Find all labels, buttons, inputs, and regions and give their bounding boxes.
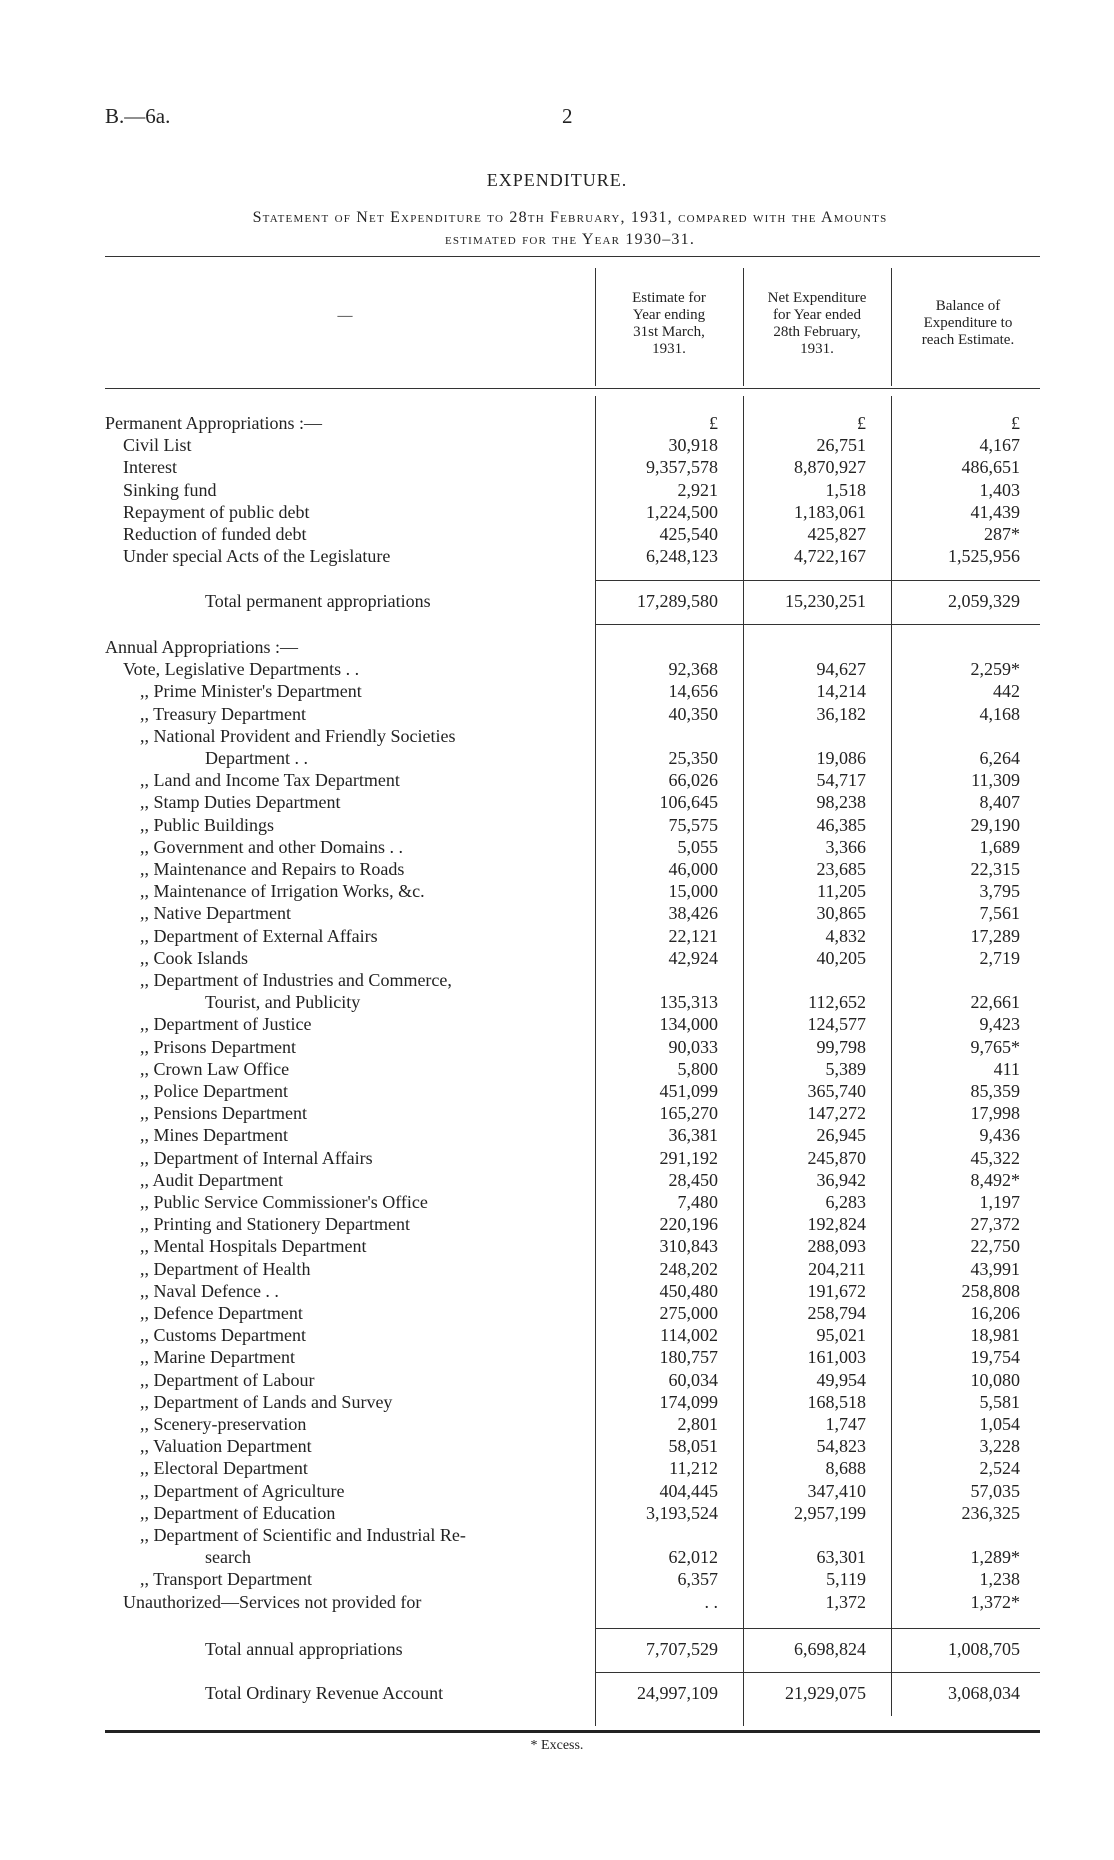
estimate-value: 451,099 <box>659 1081 718 1101</box>
balance-value: 9,765* <box>970 1036 1020 1057</box>
table-row <box>0 1213 1114 1235</box>
table-row <box>0 1502 1114 1524</box>
row-label: ,, Public Service Commissioner's Office <box>140 1192 428 1212</box>
net-expenditure-value: 147,272 <box>807 1103 866 1124</box>
balance-value: 2,259* <box>970 659 1020 680</box>
balance-value: 2,719 <box>979 947 1020 968</box>
table-row <box>0 1346 1114 1368</box>
balance-value: 10,080 <box>970 1369 1020 1390</box>
balance-value: 3,068,034 <box>948 1683 1020 1703</box>
row-label: ,, Department of Health <box>140 1258 311 1279</box>
estimate-value: 1,224,500 <box>646 501 718 522</box>
estimate-value: 90,033 <box>668 1036 718 1057</box>
net-expenditure-value: 54,823 <box>816 1436 866 1457</box>
table-top-rule <box>105 256 1040 257</box>
estimate-value: 165,270 <box>659 1103 718 1124</box>
net-expenditure-value: 36,942 <box>816 1169 866 1190</box>
table-row <box>0 814 1114 836</box>
table-row <box>0 412 1114 434</box>
table-row <box>0 725 1114 747</box>
table-row <box>0 1058 1114 1080</box>
row-label: Sinking fund <box>123 479 217 500</box>
subtitle-line-1: Statement of Net Expenditure to 28th February, 1931, compared with the Amounts <box>252 209 888 226</box>
balance-value: 9,436 <box>979 1125 1020 1146</box>
balance-value: 1,525,956 <box>948 546 1020 567</box>
net-expenditure-value: 2,957,199 <box>794 1502 866 1523</box>
net-expenditure-value: 94,627 <box>816 659 866 680</box>
row-label: ,, Government and other Domains . . <box>140 836 403 857</box>
row-label: ,, Department of Justice <box>140 1014 312 1035</box>
estimate-value: 5,800 <box>677 1058 718 1079</box>
table-row <box>0 680 1114 702</box>
balance-value: 9,423 <box>979 1014 1020 1035</box>
table-row <box>0 1568 1114 1590</box>
table-row <box>0 456 1114 478</box>
row-label: Civil List <box>123 435 192 456</box>
subtotal-rule <box>595 1672 1040 1673</box>
row-label: Department . . <box>205 748 308 768</box>
estimate-value: 7,480 <box>677 1192 718 1212</box>
table-row <box>0 902 1114 924</box>
header-line: Net Expenditure <box>767 290 867 306</box>
row-label: ,, Stamp Duties Department <box>140 792 341 813</box>
column-header-label: — <box>337 308 353 324</box>
balance-value: 1,008,705 <box>948 1639 1020 1659</box>
row-label: search <box>205 1547 251 1568</box>
subtotal-rule <box>595 624 1040 625</box>
balance-value: 29,190 <box>970 814 1020 835</box>
estimate-value: 14,656 <box>668 681 718 702</box>
estimate-value: 275,000 <box>659 1303 718 1323</box>
table-row <box>0 1682 1114 1704</box>
net-expenditure-value: 95,021 <box>816 1325 866 1346</box>
row-label: ,, Native Department <box>140 903 291 924</box>
net-expenditure-value: 124,577 <box>807 1014 866 1035</box>
row-label: Repayment of public debt <box>123 501 310 522</box>
balance-value: 16,206 <box>970 1303 1020 1323</box>
row-label: ,, Mental Hospitals Department <box>140 1236 367 1257</box>
row-label: ,, Printing and Stationery Department <box>140 1214 410 1235</box>
statement-subtitle <box>100 207 1040 251</box>
column-divider <box>891 268 892 386</box>
estimate-value: 5,055 <box>677 836 718 857</box>
estimate-value: 24,997,109 <box>637 1683 718 1703</box>
net-expenditure-value: 168,518 <box>807 1391 866 1412</box>
balance-value: 19,754 <box>970 1347 1020 1368</box>
estimate-value: 3,193,524 <box>646 1502 718 1523</box>
balance-value: 8,407 <box>979 792 1020 813</box>
table-row <box>0 703 1114 725</box>
estimate-value: 25,350 <box>668 748 718 768</box>
row-label: ,, Department of Internal Affairs <box>140 1147 373 1168</box>
subtotal-rule <box>595 1628 1040 1629</box>
row-label: Tourist, and Publicity <box>205 992 361 1013</box>
column-header-estimate <box>598 290 740 358</box>
row-label: Unauthorized—Services not provided for <box>123 1591 422 1612</box>
estimate-value: 58,051 <box>668 1436 718 1457</box>
balance-value: 22,315 <box>970 859 1020 879</box>
net-expenditure-value: 4,832 <box>825 925 866 946</box>
estimate-value: 30,918 <box>668 435 718 456</box>
row-label: ,, Department of Labour <box>140 1369 315 1390</box>
row-label: Total permanent appropriations <box>205 591 431 611</box>
net-expenditure-value: 40,205 <box>816 947 866 968</box>
estimate-value: 36,381 <box>668 1125 718 1146</box>
estimate-value: 291,192 <box>659 1147 718 1168</box>
table-row <box>0 925 1114 947</box>
estimate-value: 22,121 <box>668 925 718 946</box>
balance-value: 1,054 <box>979 1414 1020 1434</box>
estimate-value: 38,426 <box>668 903 718 924</box>
balance-value: 57,035 <box>970 1480 1020 1501</box>
table-row <box>0 1524 1114 1546</box>
page-number: 2 <box>562 104 573 128</box>
header-line: 1931. <box>652 341 686 357</box>
row-label: Under special Acts of the Legislature <box>123 546 391 567</box>
row-label: ,, Prime Minister's Department <box>140 681 362 702</box>
table-row <box>0 1302 1114 1324</box>
net-expenditure-value: 191,672 <box>807 1280 866 1301</box>
table-row <box>0 523 1114 545</box>
table-row <box>0 791 1114 813</box>
table-row <box>0 1036 1114 1058</box>
row-label: ,, Department of External Affairs <box>140 925 378 946</box>
estimate-value: 6,248,123 <box>646 546 718 567</box>
subtitle-line-2: estimated for the Year 1930–31. <box>444 231 696 248</box>
net-expenditure-value: 8,688 <box>825 1458 866 1479</box>
net-expenditure-value: 365,740 <box>807 1081 866 1101</box>
header-line: Balance of <box>935 298 1001 314</box>
table-row <box>0 1124 1114 1146</box>
net-expenditure-value: 5,119 <box>826 1569 866 1590</box>
estimate-value: 106,645 <box>659 792 718 813</box>
net-expenditure-value: 1,372 <box>825 1591 866 1612</box>
table-row <box>0 501 1114 523</box>
estimate-value: 180,757 <box>659 1347 718 1368</box>
table-row <box>0 1147 1114 1169</box>
footnote: * Excess. <box>530 1738 584 1753</box>
row-label: ,, Department of Education <box>140 1502 336 1523</box>
estimate-value: 2,801 <box>677 1414 718 1434</box>
row-label: Reduction of funded debt <box>123 524 307 544</box>
balance-value: 2,524 <box>979 1458 1020 1479</box>
table-row <box>0 1638 1114 1660</box>
header-line: Estimate for <box>632 290 706 306</box>
balance-value: 4,168 <box>979 703 1020 724</box>
net-expenditure-value: 425,827 <box>807 524 866 544</box>
net-expenditure-value: 26,751 <box>816 435 866 456</box>
row-label: ,, Maintenance and Repairs to Roads <box>140 859 405 879</box>
net-expenditure-value: 26,945 <box>816 1125 866 1146</box>
row-label: ,, Maintenance of Irrigation Works, &c. <box>140 881 425 902</box>
table-row <box>0 1591 1114 1613</box>
header-line: 1931. <box>800 341 834 357</box>
balance-value: 22,661 <box>970 992 1020 1013</box>
table-row <box>0 1191 1114 1213</box>
net-expenditure-value: 15,230,251 <box>785 591 866 611</box>
estimate-value: 174,099 <box>659 1391 718 1412</box>
table-row <box>0 947 1114 969</box>
balance-value: 411 <box>993 1058 1020 1079</box>
row-label: ,, Department of Lands and Survey <box>140 1391 393 1412</box>
row-label: ,, Defence Department <box>140 1303 303 1323</box>
table-row <box>0 1324 1114 1346</box>
row-label: ,, Police Department <box>140 1081 288 1101</box>
column-divider <box>743 268 744 386</box>
net-expenditure-value: 8,870,927 <box>794 457 866 478</box>
page-title: EXPENDITURE. <box>486 170 628 190</box>
estimate-value: 220,196 <box>659 1214 718 1235</box>
balance-value: 236,325 <box>961 1502 1020 1523</box>
row-label: ,, Treasury Department <box>140 703 306 724</box>
header-line: Year ending <box>632 307 706 323</box>
row-label: Total Ordinary Revenue Account <box>205 1683 444 1703</box>
balance-value: 1,689 <box>979 836 1020 857</box>
row-label: ,, Transport Department <box>140 1569 312 1590</box>
estimate-value: 248,202 <box>659 1258 718 1279</box>
net-expenditure-value: 6,283 <box>825 1192 866 1212</box>
net-expenditure-value: 23,685 <box>816 859 866 879</box>
net-expenditure-value: 63,301 <box>816 1547 866 1568</box>
balance-value: 1,197 <box>979 1192 1020 1212</box>
table-row <box>0 1413 1114 1435</box>
estimate-value: 17,289,580 <box>637 591 718 611</box>
table-row <box>0 1235 1114 1257</box>
balance-value: £ <box>1011 413 1020 433</box>
column-header-balance <box>894 298 1042 349</box>
balance-value: 1,372* <box>970 1591 1020 1612</box>
header-line: 31st March, <box>633 324 705 340</box>
table-row <box>0 545 1114 567</box>
row-label: ,, National Provident and Friendly Societies <box>140 725 456 746</box>
table-row <box>0 880 1114 902</box>
row-label: ,, Customs Department <box>140 1325 306 1346</box>
net-expenditure-value: 14,214 <box>816 681 866 702</box>
estimate-value: 114,002 <box>660 1325 718 1346</box>
estimate-value: 46,000 <box>668 859 718 879</box>
row-label: ,, Pensions Department <box>140 1103 307 1124</box>
header-line: 28th February, <box>773 324 861 340</box>
balance-value: 442 <box>993 681 1020 702</box>
table-row <box>0 836 1114 858</box>
balance-value: 3,795 <box>979 881 1020 902</box>
row-label: ,, Public Buildings <box>140 814 275 835</box>
estimate-value: 66,026 <box>668 770 718 791</box>
net-expenditure-value: 30,865 <box>816 903 866 924</box>
estimate-value: 425,540 <box>659 524 718 544</box>
balance-value: 8,492* <box>970 1169 1020 1190</box>
row-label: ,, Valuation Department <box>140 1436 312 1457</box>
table-row <box>0 1080 1114 1102</box>
estimate-value: 6,357 <box>677 1569 718 1590</box>
net-expenditure-value: 36,182 <box>816 703 866 724</box>
table-row <box>0 1391 1114 1413</box>
table-row <box>0 1013 1114 1035</box>
header-bottom-rule <box>105 388 1040 389</box>
balance-value: 287* <box>984 524 1020 544</box>
table-row <box>0 1457 1114 1479</box>
estimate-value: 11,212 <box>669 1458 718 1479</box>
row-label: ,, Department of Agriculture <box>140 1480 345 1501</box>
column-header-net-expenditure <box>746 290 888 358</box>
row-label: Vote, Legislative Departments . . <box>123 659 360 680</box>
table-row <box>0 858 1114 880</box>
estimate-value: 15,000 <box>668 881 718 902</box>
table-row <box>0 479 1114 501</box>
row-label: ,, Naval Defence . . <box>140 1280 279 1301</box>
balance-value: 1,238 <box>979 1569 1020 1590</box>
estimate-value: 92,368 <box>668 659 718 680</box>
estimate-value: 75,575 <box>668 814 718 835</box>
subtotal-rule <box>595 580 1040 581</box>
estimate-value: £ <box>709 413 718 433</box>
table-row <box>0 1258 1114 1280</box>
header-line: Expenditure to <box>923 315 1013 331</box>
balance-value: 45,322 <box>970 1147 1020 1168</box>
estimate-value: 42,924 <box>668 947 718 968</box>
balance-value: 22,750 <box>970 1236 1020 1257</box>
estimate-value: 7,707,529 <box>646 1639 718 1659</box>
header-line: reach Estimate. <box>921 332 1015 348</box>
balance-value: 41,439 <box>970 501 1020 522</box>
net-expenditure-value: 21,929,075 <box>785 1683 866 1703</box>
balance-value: 17,998 <box>970 1103 1020 1124</box>
estimate-value: 404,445 <box>659 1480 718 1501</box>
balance-value: 4,167 <box>979 435 1020 456</box>
estimate-value: 310,843 <box>659 1236 718 1257</box>
net-expenditure-value: 204,211 <box>808 1258 866 1279</box>
balance-value: 1,289* <box>970 1547 1020 1568</box>
row-label: Permanent Appropriations :— <box>105 413 322 433</box>
estimate-value: 28,450 <box>668 1169 718 1190</box>
balance-value: 27,372 <box>970 1214 1020 1235</box>
table-row <box>0 636 1114 658</box>
row-label: ,, Audit Department <box>140 1169 283 1190</box>
balance-value: 1,403 <box>979 479 1020 500</box>
net-expenditure-value: 192,824 <box>807 1214 866 1235</box>
net-expenditure-value: 347,410 <box>807 1480 866 1501</box>
estimate-value: 450,480 <box>659 1280 718 1301</box>
row-label: Annual Appropriations :— <box>105 637 298 657</box>
balance-value: 43,991 <box>970 1258 1020 1279</box>
estimate-value: 60,034 <box>668 1369 718 1390</box>
net-expenditure-value: 98,238 <box>816 792 866 813</box>
row-label: ,, Cook Islands <box>140 947 248 968</box>
column-divider <box>595 268 596 386</box>
table-row <box>0 769 1114 791</box>
balance-value: 17,289 <box>970 925 1020 946</box>
table-row <box>0 658 1114 680</box>
table-row <box>0 590 1114 612</box>
net-expenditure-value: 258,794 <box>807 1303 866 1323</box>
net-expenditure-value: 112,652 <box>808 992 866 1013</box>
table-row <box>0 1169 1114 1191</box>
net-expenditure-value: 49,954 <box>816 1369 866 1390</box>
net-expenditure-value: 288,093 <box>807 1236 866 1257</box>
net-expenditure-value: 161,003 <box>807 1347 866 1368</box>
balance-value: 11,309 <box>971 770 1020 791</box>
balance-value: 258,808 <box>961 1280 1020 1301</box>
balance-value: 18,981 <box>970 1325 1020 1346</box>
net-expenditure-value: 4,722,167 <box>794 546 866 567</box>
net-expenditure-value: 54,717 <box>816 770 866 791</box>
net-expenditure-value: 46,385 <box>816 814 866 835</box>
row-label: Interest <box>123 457 177 478</box>
table-row <box>0 991 1114 1013</box>
row-label: ,, Marine Department <box>140 1347 295 1368</box>
net-expenditure-value: 6,698,824 <box>794 1639 866 1659</box>
balance-value: 3,228 <box>979 1436 1020 1457</box>
row-label: ,, Electoral Department <box>140 1458 308 1479</box>
table-row <box>0 1369 1114 1391</box>
table-row <box>0 747 1114 769</box>
net-expenditure-value: 99,798 <box>816 1036 866 1057</box>
net-expenditure-value: 5,389 <box>825 1058 866 1079</box>
net-expenditure-value: 3,366 <box>825 836 866 857</box>
table-row <box>0 1280 1114 1302</box>
net-expenditure-value: 11,205 <box>817 881 866 902</box>
table-row <box>0 1102 1114 1124</box>
row-label: ,, Crown Law Office <box>140 1058 290 1079</box>
row-label: ,, Scenery-preservation <box>140 1414 307 1434</box>
estimate-value: 62,012 <box>668 1547 718 1568</box>
balance-value: 7,561 <box>979 903 1020 924</box>
balance-value: 85,359 <box>970 1081 1020 1101</box>
net-expenditure-value: 1,747 <box>825 1414 866 1434</box>
net-expenditure-value: 245,870 <box>807 1147 866 1168</box>
net-expenditure-value: £ <box>857 413 866 433</box>
row-label: ,, Land and Income Tax Department <box>140 770 400 791</box>
estimate-value: 134,000 <box>659 1014 718 1035</box>
table-row <box>0 969 1114 991</box>
balance-value: 2,059,329 <box>948 591 1020 611</box>
table-bottom-rule <box>105 1730 1040 1733</box>
balance-value: 6,264 <box>979 748 1020 768</box>
table-row <box>0 1480 1114 1502</box>
estimate-value: 2,921 <box>677 479 718 500</box>
document-reference: B.—6a. <box>105 104 171 128</box>
header-line: for Year ended <box>773 307 861 323</box>
estimate-value: 135,313 <box>659 992 718 1013</box>
row-label: ,, Department of Industries and Commerce, <box>140 970 452 990</box>
table-row <box>0 1435 1114 1457</box>
row-label: ,, Department of Scientific and Industrial Re- <box>140 1525 466 1545</box>
table-row <box>0 1546 1114 1568</box>
row-label: ,, Prisons Department <box>140 1036 296 1057</box>
estimate-value: 9,357,578 <box>646 457 718 478</box>
estimate-value: 40,350 <box>668 703 718 724</box>
balance-value: 5,581 <box>979 1391 1020 1412</box>
table-row <box>0 434 1114 456</box>
balance-value: 486,651 <box>961 457 1020 478</box>
row-label: ,, Mines Department <box>140 1125 288 1146</box>
net-expenditure-value: 1,518 <box>825 479 866 500</box>
estimate-value: . . <box>704 1591 718 1612</box>
row-label: Total annual appropriations <box>205 1639 403 1659</box>
net-expenditure-value: 19,086 <box>816 748 866 768</box>
net-expenditure-value: 1,183,061 <box>794 501 866 522</box>
